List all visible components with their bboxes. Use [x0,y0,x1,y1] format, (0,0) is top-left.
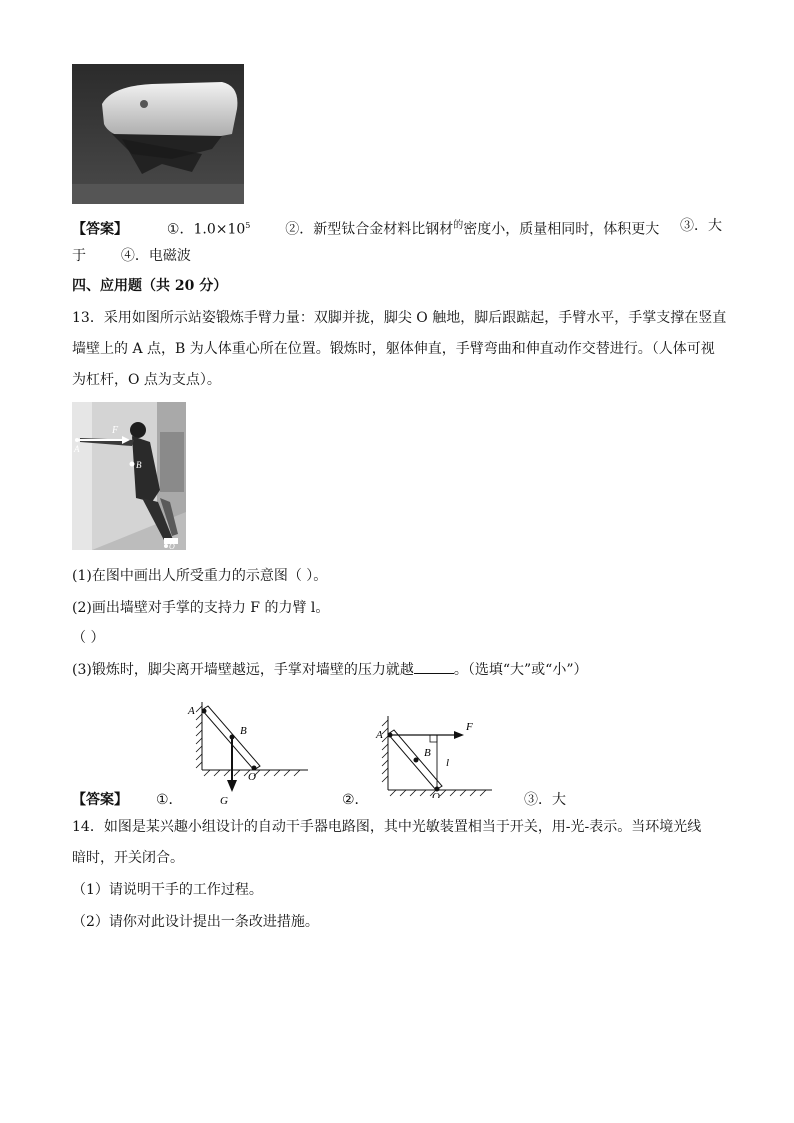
answer-13-line [72,790,128,810]
answer-blank [414,661,454,674]
fig2-label-O: O [432,791,440,798]
fig2-label-B: B [424,747,431,759]
q13-sub2b: （ ） [72,630,105,646]
fig1-label-G: G [220,795,228,806]
answer-12-item3-cont: 于 [72,248,86,264]
answer-12-item2-small: 的 [453,220,464,231]
q13-sub3 [72,660,587,680]
fig2-label-l: l [446,757,450,769]
q13-sub1: (1)在图中画出人所受重力的示意图（ ）。 [72,568,328,584]
answer-12-line2 [72,246,191,266]
q13-sub3-pre: (3)锻炼时，脚尖离开墙壁越远，手掌对墙壁的压力就越 [72,662,414,678]
section-title: 四、应用题（共 20 分） [72,278,228,294]
photo-label-A: A [74,444,80,454]
answer-12-item2: ②．新型钛合金材料比钢材 [285,221,454,238]
answer-diagram-gravity [180,696,330,806]
fig2-label-A: A [376,729,383,741]
answer-12-item1-exponent: 5 [245,221,251,230]
fig1-label-O: O [248,771,256,783]
q13-sub3-post: 。（选填“大”或“小”） [453,662,588,678]
answer-13-item1: ①． [156,792,183,808]
photo-label-F: F [112,425,119,436]
submersible-photo [72,64,244,204]
q13-line3: 为杠杆，O 点为支点）。 [72,372,221,388]
photo-label-O: O [169,542,175,550]
answer-13-item2: ②． [342,792,369,808]
q13-sub2: (2)画出墙壁对手掌的支持力 F 的力臂 l。 [72,600,330,616]
answer-12-item1: ①．1.0×10 [166,221,246,238]
q14-sub1: （1）请说明干手的工作过程。 [72,882,263,898]
answer-13-item3: ③．大 [524,792,566,808]
answer-tag: 【答案】 [72,221,128,238]
fig1-label-A: A [188,705,195,717]
answer-12-item3: ③．大 [680,218,722,234]
fig2-label-F: F [466,721,473,733]
exercise-photo [72,402,186,550]
q13-line2: 墙壁上的 A 点，B 为人体重心所在位置。锻炼时，躯体伸直，手臂弯曲和伸直动作交替进行。（人体可视 [72,341,715,357]
answer-12-line1 [72,216,659,240]
answer-diagram-lever-arm [370,712,500,798]
answer-tag: 【答案】 [72,792,128,808]
fig1-label-B: B [240,725,247,737]
photo-label-B: B [136,460,142,470]
q14-line2: 暗时，开关闭合。 [72,850,184,866]
answer-12-item4: ④．电磁波 [120,248,191,264]
q13-line1: 13．采用如图所示站姿锻炼手臂力量：双脚并拢，脚尖 O 触地，脚后跟踮起，手臂水平，手掌支撑在竖直 [72,310,727,326]
answer-12-item2-rest: 密度小，质量相同时，体积更大 [463,221,660,238]
q14-sub2: （2）请你对此设计提出一条改进措施。 [72,914,319,930]
q14-line1: 14．如图是某兴趣小组设计的自动干手器电路图，其中光敏装置相当于开关，用-光-表示。当环境光线 [72,819,702,835]
